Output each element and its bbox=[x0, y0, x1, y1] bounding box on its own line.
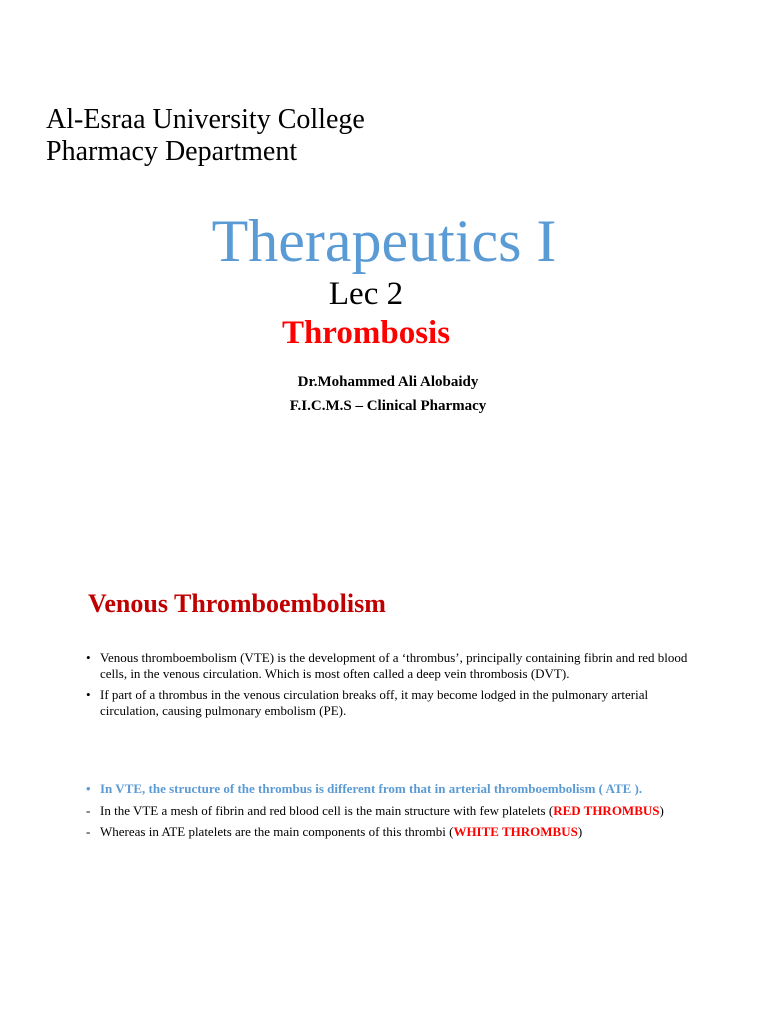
dash-marker: - bbox=[86, 824, 91, 839]
institution-block bbox=[46, 104, 365, 168]
vte-definition-text: Venous thromboembolism (VTE) is the development of a ‘thrombus’, principally containing fibrin and red blood cells, in the venous circulation. Which is most often called a deep vein thrombosis (DVT). bbox=[100, 650, 688, 681]
list-item bbox=[84, 687, 694, 718]
lecture-topic: Thrombosis bbox=[281, 315, 451, 351]
institution-name: Al-Esraa University College bbox=[46, 104, 365, 135]
red-thrombus-text: In the VTE a mesh of fibrin and red blood cell is the main structure with few platelets ( bbox=[100, 802, 554, 818]
course-title: Therapeutics I bbox=[211, 208, 557, 274]
white-thrombus-label: WHITE THROMBUS bbox=[453, 824, 578, 839]
dash-marker: - bbox=[86, 802, 91, 818]
list-item bbox=[84, 650, 694, 681]
bullet-marker: • bbox=[86, 650, 91, 665]
white-thrombus-text: Whereas in ATE platelets are the main components of this thrombi ( bbox=[100, 824, 454, 839]
closing-paren: ) bbox=[659, 802, 664, 818]
red-thrombus-label: RED THROMBUS bbox=[553, 802, 660, 818]
structure-note-text: In VTE, the structure of the thrombus is different from that in arterial thromboembolism ( ATE ). bbox=[100, 781, 643, 796]
list-item bbox=[84, 781, 694, 797]
author-credentials: F.I.C.M.S – Clinical Pharmacy bbox=[289, 398, 487, 414]
bullet-marker: • bbox=[86, 687, 91, 702]
definition-list bbox=[84, 650, 694, 724]
author-block bbox=[0, 370, 768, 418]
structure-list bbox=[84, 781, 694, 846]
pe-definition-text: If part of a thrombus in the venous circulation breaks off, it may become lodged in the pulmonary arterial circulation, causing pulmonary embolism (PE). bbox=[100, 687, 649, 718]
vte-slide bbox=[0, 540, 768, 1024]
section-heading: Venous Thromboembolism bbox=[88, 589, 386, 618]
bullet-marker: • bbox=[86, 781, 91, 796]
closing-paren: ) bbox=[577, 824, 583, 839]
lecture-number: Lec 2 bbox=[328, 276, 404, 312]
department-name: Pharmacy Department bbox=[46, 136, 298, 167]
author-name: Dr.Mohammed Ali Alobaidy bbox=[297, 374, 479, 390]
list-item bbox=[84, 824, 694, 840]
list-item bbox=[84, 803, 694, 819]
